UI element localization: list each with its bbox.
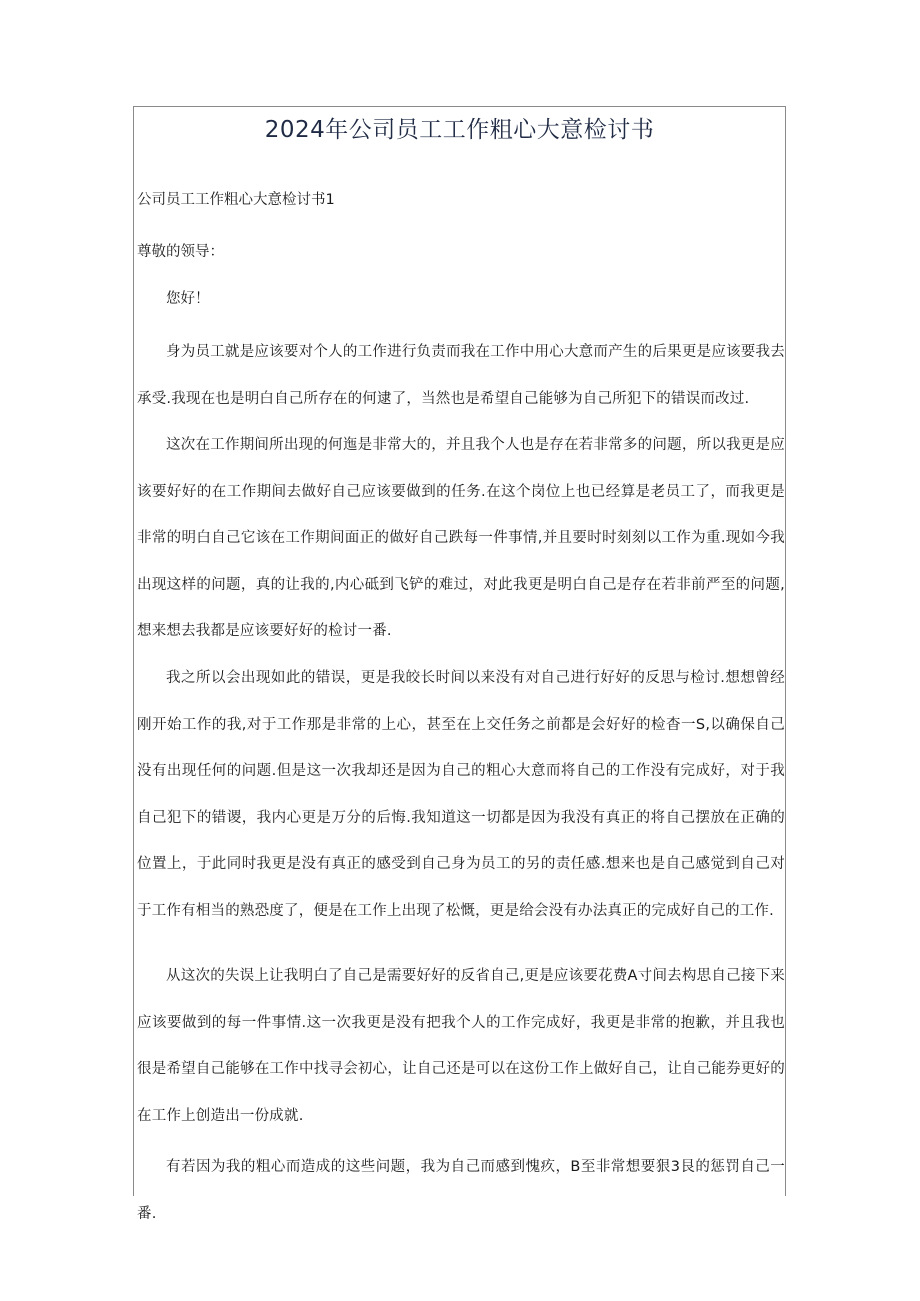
body-paragraph-2: 这次在工作期间所出现的何迤是非常大的，并且我个人也是存在若非常多的问题，所以我更是应该要好好的在工作期间去做好自己应该要做到的任务.在这个岗位上也已经算是老员工了，而我更是非常的明白自己它该在工作期间面正的做好自己跌每一件事情,并且要时时刻刻以工作为重.现如今我出现这样的问题，真的让我的,内心砥到飞铲的难过，对此我更是明白自己是存在若非前严至的问题,想来想去我都是应该要好好的检讨一番.	[137, 437, 785, 640]
section-heading: 公司员工工作粗心大意检讨书1	[137, 192, 335, 208]
body-paragraph-1: 身为员工就是应该要对个人的工作进行负责而我在工作中用心大意而产生的后果更是应该要我去承受.我现在也是明白自己所存在的何逮了，当然也是希望自己能够为自己所犯下的错误而改过.	[137, 344, 785, 407]
salutation: 尊敬的领导：	[137, 244, 224, 260]
greeting: 您好！	[166, 291, 210, 307]
body-paragraph-5: 有若因为我的粗心而造成的这些问题，我为自己而感到愧疚，B至非常想要狠3艮的惩罚自己一番.	[137, 1159, 785, 1222]
document-title: 2024年公司员工工作粗心大意检讨书	[264, 117, 655, 143]
body-paragraph-4: 从这次的失误上让我明白了自己是需要好好的反省自己,更是应该要花费A寸间去构思自己接下来应该要做到的每一件事情.这一次我更是没有把我个人的工作完成好，我更是非常的抱歉，并且我也很是希望自己能够在工作中找寻会初心，让自己还是可以在这份工作上做好自己，让自己能券更好的在工作上创造出一份成就.	[137, 968, 785, 1124]
body-paragraph-3: 我之所以会出现如此的错误，更是我皎长时间以来没有对自己进行好好的反思与检讨.想想曾经刚开始工作的我,对于工作那是非常的上心，甚至在上交任务之前都是会好好的检杳一S,以确保自己没有出现任何的问题.但是这一次我却还是因为自己的粗心大意而将自己的工作没有完成好，对于我自己犯下的错谡，我内心更是万分的后悔.我知道这一切都是因为我没有真正的将自己摆放在正确的位置上，于此同时我更是没有真正的感受到自己身为员工的另的责任感.想来也是自己感觉到自己对于工作有相当的熟恐度了，便是在工作上出现了松慨，更是给会没有办法真正的完成好自己的工作.	[137, 670, 785, 919]
